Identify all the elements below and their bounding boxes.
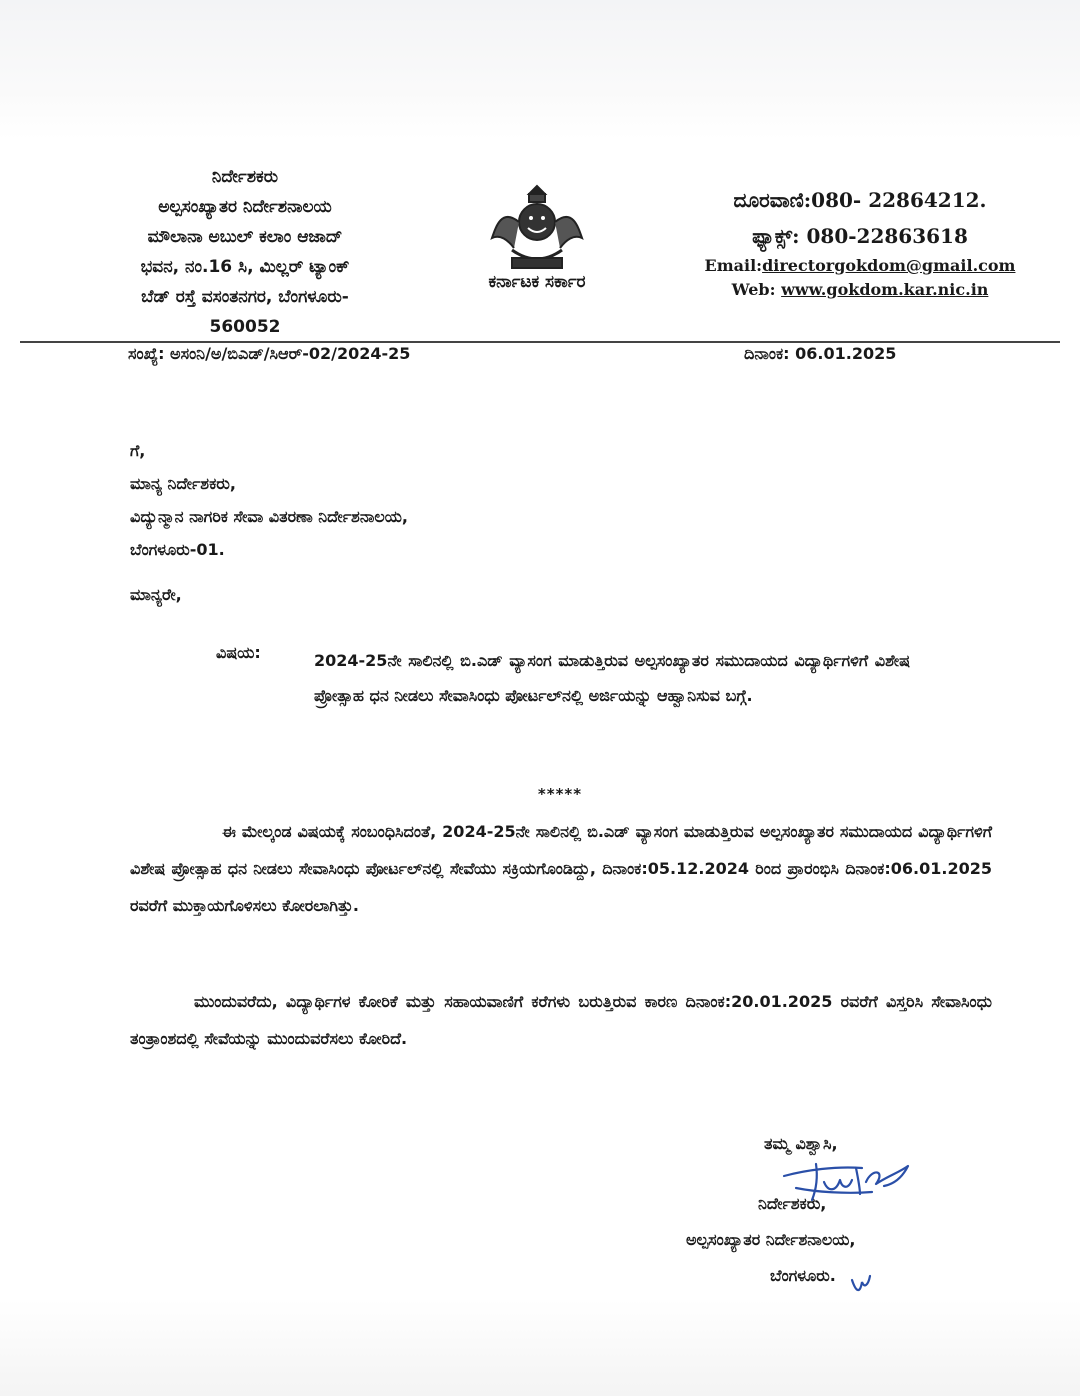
signatory-city: ಬೆಂಗಳೂರು. <box>770 1266 836 1285</box>
fax-number: ಫ್ಯಾಕ್ಸ್: 080-22863618 <box>752 224 968 248</box>
salutation: ಮಾನ್ಯರೇ, <box>130 585 182 604</box>
recipient-line-2: ಮಾನ್ಯ ನಿರ್ದೇಶಕರು, <box>130 474 236 493</box>
body-paragraph-2: ಮುಂದುವರೆದು, ವಿದ್ಯಾರ್ಥಿಗಳ ಕೋರಿಕೆ ಮತ್ತು ಸಹಾಯವಾಣಿಗೆ ಕರೆಗಳು ಬರುತ್ತಿರುವ ಕಾರಣ ದಿನಾಂಕ:20.01.2025 ರವರೆಗೆ ವಿಸ್ತರಿಸಿ ಸೇವಾಸಿಂಧು ತಂತ್ರಾಂಶದಲ್ಲಿ ಸೇವೆಯನ್ನು ಮುಂದುವರೆಸಲು ಕೋರಿದೆ. <box>130 992 992 1048</box>
header-divider <box>20 341 1060 343</box>
web-line <box>680 278 1040 302</box>
recipient-line-1: ಗೆ, <box>130 441 146 460</box>
web-label: Web: <box>731 280 782 299</box>
initial-mark-icon <box>848 1272 874 1298</box>
address-line-2: ಅಲ್ಪಸಂಖ್ಯಾತರ ನಿರ್ದೇಶನಾಲಯ <box>158 197 332 217</box>
address-line-4: ಭವನ, ನಂ.16 ಸಿ, ಮಿಲ್ಲರ್ ಟ್ಯಾಂಕ್ <box>140 257 350 277</box>
recipient-line-4: ಬೆಂಗಳೂರು-01. <box>130 540 225 559</box>
email-link[interactable]: directorgokdom@gmail.com <box>762 256 1016 275</box>
signatory-office: ಅಲ್ಪಸಂಖ್ಯಾತರ ನಿರ್ದೇಶನಾಲಯ, <box>686 1230 856 1249</box>
karnataka-emblem-icon <box>482 178 592 278</box>
subject-label: ವಿಷಯ: <box>216 643 261 662</box>
email-line <box>680 254 1040 278</box>
address-line-5: ಬೆಡ್ ರಸ್ತೆ ವಸಂತನಗರ, ಬೆಂಗಳೂರು- <box>141 287 349 307</box>
reference-number: ಸಂಖ್ಯೆ: ಅಸಂನಿ/ಅ/ಬಿಎಡ್/ಸಿಆರ್-02/2024-25 <box>128 344 411 363</box>
body-paragraph-1: ಈ ಮೇಲ್ಕಂಡ ವಿಷಯಕ್ಕೆ ಸಂಬಂಧಿಸಿದಂತೆ, 2024-25ನೇ ಸಾಲಿನಲ್ಲಿ ಬಿ.ಎಡ್ ವ್ಯಾಸಂಗ ಮಾಡುತ್ತಿರುವ ಅಲ್ಪಸಂಖ್ಯಾತರ ಸಮುದಾಯದ ವಿದ್ಯಾರ್ಥಿಗಳಿಗೆ ವಿಶೇಷ ಪ್ರೋತ್ಸಾಹ ಧನ ನೀಡಲು ಸೇವಾಸಿಂಧು ಪೋರ್ಟಲ್‌ನಲ್ಲಿ ಸೇವೆಯು ಸಕ್ರಿಯಗೊಂಡಿದ್ದು, ದಿನಾಂಕ:05.12.2024 ರಿಂದ ಪ್ರಾರಂಭಿಸಿ ದಿನಾಂಕ:06.01.2025 ರವರೆಗೆ ಮುಕ್ತಾಯಗೊಳಿಸಲು ಕೋರಲಾಗಿತ್ತು. <box>130 822 992 915</box>
valediction: ತಮ್ಮ ವಿಶ್ವಾಸಿ, <box>764 1134 838 1153</box>
subject-text: 2024-25ನೇ ಸಾಲಿನಲ್ಲಿ ಬಿ.ಎಡ್ ವ್ಯಾಸಂಗ ಮಾಡುತ್ತಿರುವ ಅಲ್ಪಸಂಖ್ಯಾತರ ಸಮುದಾಯದ ವಿದ್ಯಾರ್ಥಿಗಳಿಗೆ ವಿಶೇಷ ಪ್ರೋತ್ಸಾಹ ಧನ ನೀಡಲು ಸೇವಾಸಿಂಧು ಪೋರ್ಟಲ್‌ನಲ್ಲಿ ಅರ್ಜಿಯನ್ನು ಆಹ್ವಾನಿಸುವ ಬಗ್ಗೆ. <box>314 651 910 705</box>
address-line-1: ನಿರ್ದೇಶಕರು <box>211 167 279 187</box>
address-line-6: 560052 <box>209 317 281 337</box>
government-label: ಕರ್ನಾಟಕ ಸರ್ಕಾರ <box>488 272 586 292</box>
email-label: Email: <box>704 256 763 275</box>
address-line-3: ಮೌಲಾನಾ ಅಬುಲ್ ಕಲಾಂ ಆಜಾದ್ <box>147 227 343 247</box>
contact-block <box>680 182 1040 302</box>
separator: ***** <box>537 785 583 803</box>
letter-date: ದಿನಾಂಕ: 06.01.2025 <box>744 344 897 363</box>
office-address-block <box>60 162 430 342</box>
signatory-title: ನಿರ್ದೇಶಕರು, <box>758 1194 827 1213</box>
recipient-line-3: ವಿದ್ಯುನ್ಮಾನ ನಾಗರಿಕ ಸೇವಾ ವಿತರಣಾ ನಿರ್ದೇಶನಾಲಯ, <box>130 507 408 526</box>
recipient-block <box>130 434 408 566</box>
phone-number: ದೂರವಾಣಿ:080- 22864212. <box>733 188 987 212</box>
signature-icon <box>776 1148 926 1208</box>
web-link[interactable]: www.gokdom.kar.nic.in <box>781 280 989 299</box>
